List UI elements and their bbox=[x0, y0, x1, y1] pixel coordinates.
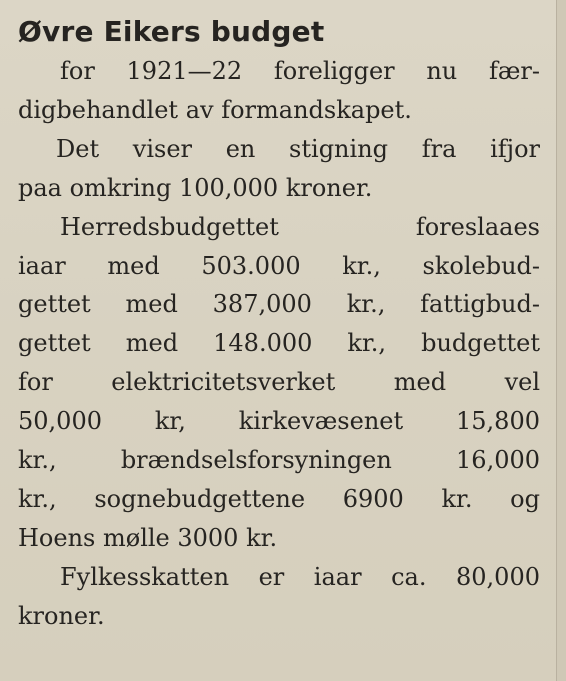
article-line: Det viser en stigning fra ifjor bbox=[56, 134, 540, 163]
article-line: kr., brændselsforsyningen 16,000 bbox=[18, 446, 540, 475]
article-line: kr., sognebudgettene 6900 kr. og bbox=[18, 484, 540, 513]
article-line: Herredsbudgettet foreslaaes bbox=[60, 212, 540, 241]
article-headline: Øvre Eikers budget bbox=[18, 15, 325, 48]
article-line: Hoens mølle 3000 kr. bbox=[18, 523, 278, 552]
article-line: for elektricitetsverket med vel bbox=[18, 368, 540, 397]
page-edge bbox=[557, 0, 566, 681]
article-line: for 1921—22 foreligger nu fær- bbox=[60, 57, 540, 85]
article-line: gettet med 387,000 kr., fattigbud- bbox=[18, 290, 540, 319]
article-line: kroner. bbox=[18, 601, 105, 630]
article-line: gettet med 148.000 kr., budgettet bbox=[18, 329, 540, 358]
article-line: 50,000 kr, kirkevæsenet 15,800 bbox=[18, 407, 540, 436]
article-line: digbehandlet av formandskapet. bbox=[18, 95, 412, 124]
article-line: paa omkring 100,000 kroner. bbox=[18, 173, 373, 202]
article-line: iaar med 503.000 kr., skolebud- bbox=[18, 251, 540, 280]
article-line: Fylkesskatten er iaar ca. 80,000 bbox=[60, 562, 540, 591]
article bbox=[18, 12, 540, 636]
